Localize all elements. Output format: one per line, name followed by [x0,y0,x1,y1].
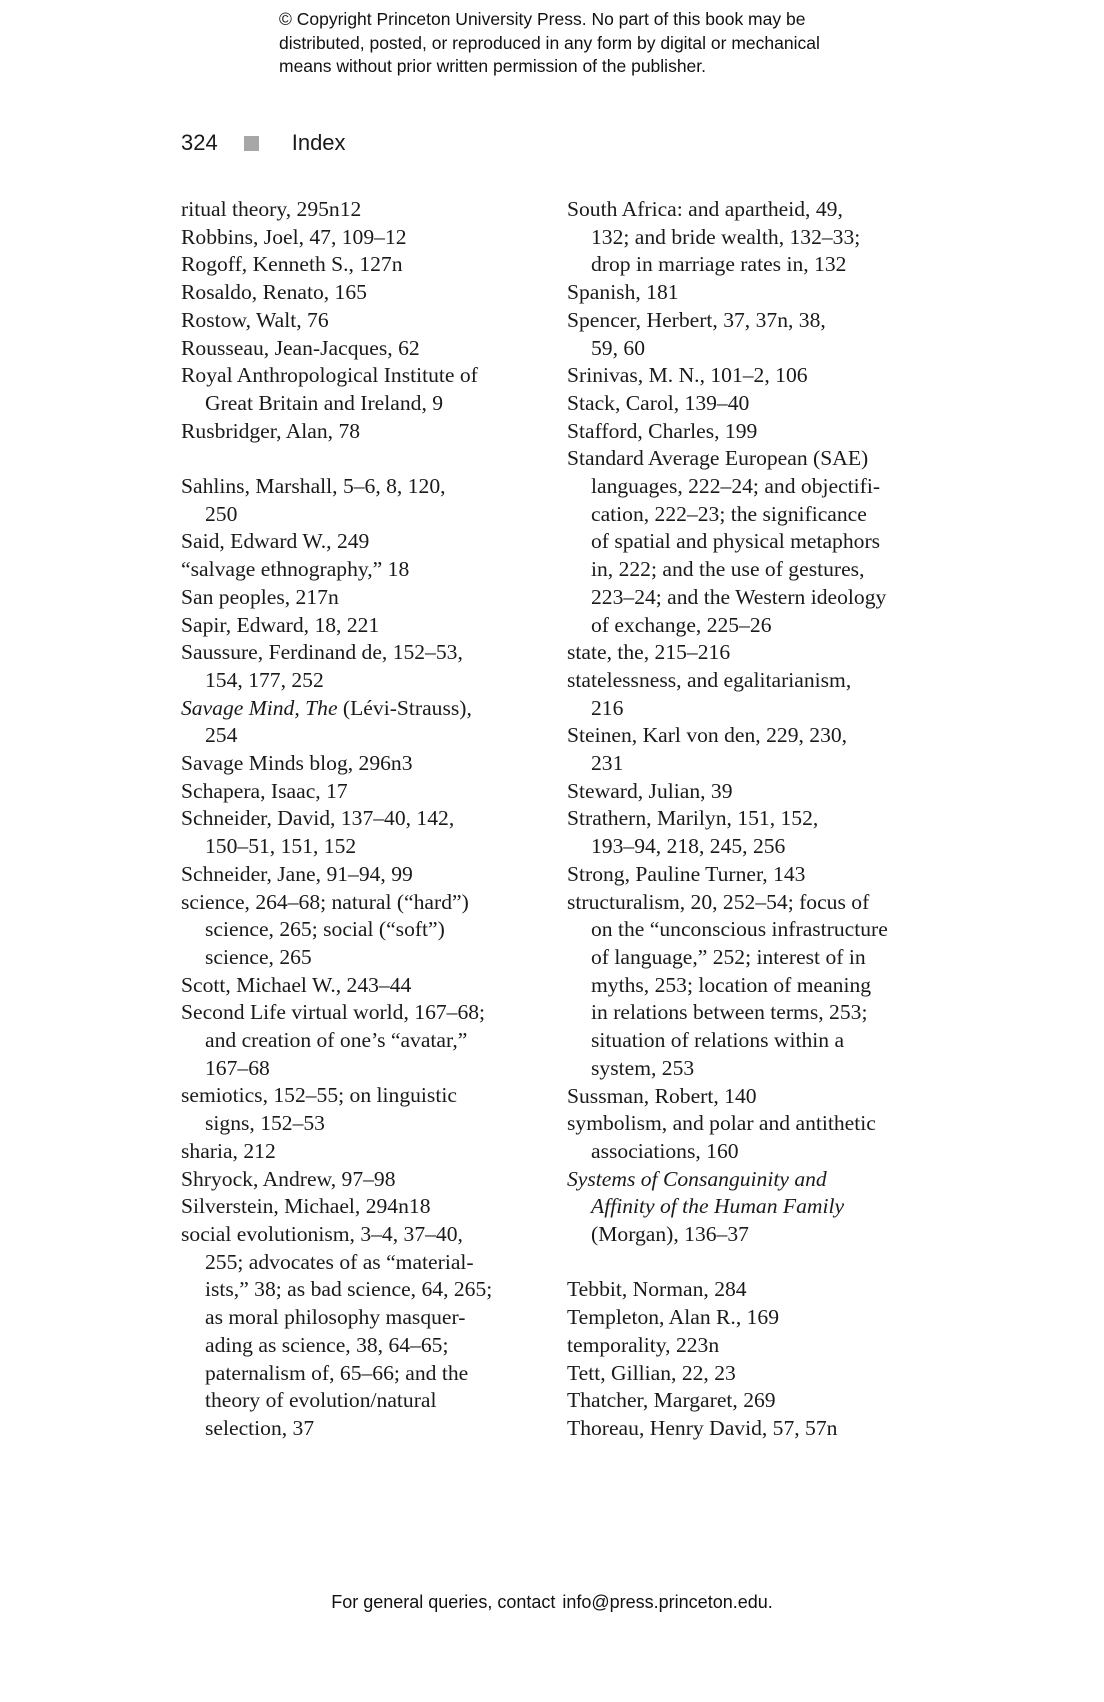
index-entry [181,224,531,252]
index-entry-text: Steinen, Karl von den, 229, 230, 231 [567,723,848,776]
index-entry-text: Rousseau, Jean-Jacques, 62 [181,335,420,360]
index-entry [181,1138,531,1166]
index-entry [567,418,947,446]
index-entry-text: semiotics, 152–55; on linguistic signs, 152–53 [181,1083,457,1136]
index-entry-text: science, 264–68; natural (“hard”) science, 265; social (“soft”) science, 265 [181,889,469,969]
index-entry [181,778,531,806]
index-entry [567,1387,947,1415]
index-entry-text: (Morgan), 136–37 [591,1222,749,1247]
index-entry [567,307,947,362]
index-entry [567,667,947,722]
index-entry-text: Schneider, David, 137–40, 142, 150–51, 151, 152 [181,806,455,859]
index-entry [181,805,531,860]
index-entry-text: Schapera, Isaac, 17 [181,778,348,803]
index-entry [567,805,947,860]
index-entry [567,196,947,279]
index-entry [567,889,947,1083]
index-entry-text: Tebbit, Norman, 284 [567,1277,747,1302]
index-entry [181,861,531,889]
index-entry [181,584,531,612]
index-entry-text: Shryock, Andrew, 97–98 [181,1166,396,1191]
index-entry-text: Saussure, Ferdinand de, 152–53, 154, 177, 252 [181,640,463,692]
index-entry [181,1082,531,1137]
running-head [181,126,346,160]
index-entry [181,196,531,224]
index-entry [567,1415,947,1443]
index-entry-text: Robbins, Joel, 47, 109–12 [181,224,407,249]
index-entry [181,528,531,556]
index-entry [567,1360,947,1388]
index-entry [181,612,531,640]
copyright-notice [279,8,919,79]
index-entry [567,390,947,418]
index-entry-text: South Africa: and apartheid, 49, 132; and bride wealth, 132–33; drop in marriage rates in, 132 [567,197,861,277]
index-entry [181,639,531,694]
index-entry [181,279,531,307]
index-entry-text: Said, Edward W., 249 [181,529,370,554]
index-column-left [181,196,531,1443]
index-entry-text: Rusbridger, Alan, 78 [181,418,361,443]
index-entry [181,473,531,528]
index-entry [181,972,531,1000]
index-entry [567,1276,947,1304]
index-entry [181,251,531,279]
index-entry [181,1221,531,1443]
index-entry-title: Systems of Consanguinity and Affinity of the Human Family [567,1166,845,1219]
index-entry-text: Silverstein, Michael, 294n18 [181,1194,431,1219]
index-entry [181,418,531,446]
index-entry-text: Schneider, Jane, 91–94, 99 [181,861,413,886]
index-entry [567,1304,947,1332]
index-entry-text: Rogoff, Kenneth S., 127n [181,252,403,277]
index-entry-text: Royal Anthropological Institute of Great Britain and Ireland, 9 [181,363,478,415]
index-entry-text: ritual theory, 295n12 [181,197,362,221]
index-entry-text: sharia, 212 [181,1138,276,1163]
index-entry-text: statelessness, and egalitarianism, 216 [567,667,852,720]
index-entry [181,889,531,972]
index-column-right [567,196,947,1443]
index-entry-text: Savage Minds blog, 296n3 [181,751,413,776]
index-entry [181,1166,531,1194]
index-entry [181,999,531,1082]
section-title: Index [291,130,346,155]
index-entry [567,722,947,777]
index-entry [567,445,947,639]
index-entry [567,362,947,390]
index-entry-text: Spencer, Herbert, 37, 37n, 38, 59, 60 [567,307,826,360]
index-entry-text: Standard Average European (SAE) languages, 222–24; and objectifi- cation, 222–23; the significance of spatial and physical metaphors in, 222; and the use of gestures, 223–24; and the Western ideology of exchange, 225–26 [567,446,887,637]
index-entry [181,556,531,584]
index-entry-text: Steward, Julian, 39 [567,778,733,803]
index-entry-text: Rostow, Walt, 76 [181,307,329,332]
index-entry-text: Second Life virtual world, 167–68; and creation of one’s “avatar,” 167–68 [181,1000,486,1080]
index-entry [567,1083,947,1111]
index-entry [567,1166,947,1249]
index-entry [181,307,531,335]
index-entry-text: Strathern, Marilyn, 151, 152, 193–94, 218, 245, 256 [567,806,819,859]
index-entry-text: Srinivas, M. N., 101–2, 106 [567,363,808,388]
copyright-line: means without prior written permission of the publisher. [279,56,707,76]
index-entry [567,1110,947,1165]
index-entry [567,1332,947,1360]
index-entry [567,778,947,806]
index-entry-text: Rosaldo, Renato, 165 [181,280,367,305]
index-entry [181,750,531,778]
index-entry-text: Scott, Michael W., 243–44 [181,972,412,997]
index-entry [567,861,947,889]
index-entry-text: Stafford, Charles, 199 [567,418,758,443]
index-entry [567,639,947,667]
footer-label: For general queries, contact [331,1592,556,1612]
index-entry-text: Strong, Pauline Turner, 143 [567,861,806,886]
index-entry-text: Tett, Gillian, 22, 23 [567,1360,736,1385]
copyright-line: © Copyright Princeton University Press. No part of this book may be [279,9,806,29]
index-entry [181,362,531,417]
index-entry-text: social evolutionism, 3–4, 37–40, 255; advocates of as “material- ists,” 38; as bad science, 64, 265; as moral philosophy masquer- ading as science, 38, 64–65; paternalism of, 65–66; and the theory of evolution/natural selection, 37 [181,1222,493,1440]
index-entry-text: “salvage ethnography,” 18 [181,557,410,582]
index-entry-text: state, the, 215–216 [567,640,731,665]
index-entry-text: Sapir, Edward, 18, 221 [181,612,380,637]
index-entry-text: San peoples, 217n [181,584,339,609]
index-entry [181,335,531,363]
index-entry-text: (Lévi-Strauss), 254 [205,695,472,748]
square-ornament-icon [244,136,259,151]
index-entry [181,1193,531,1221]
footer-email: info@press.princeton.edu. [562,1592,773,1612]
copyright-line: distributed, posted, or reproduced in any form by digital or mechanical [279,32,820,53]
index-entry-text: Thatcher, Margaret, 269 [567,1388,776,1413]
index-entry-text: Templeton, Alan R., 169 [567,1305,780,1330]
index-entry-text: Thoreau, Henry David, 57, 57n [567,1415,838,1440]
index-entry-text: Sussman, Robert, 140 [567,1083,757,1108]
index-entry-text: symbolism, and polar and antithetic associations, 160 [567,1111,876,1163]
index-entry-text: temporality, 223n [567,1332,720,1357]
index-entry [181,695,531,750]
index-entry [567,279,947,307]
page-number: 324 [181,130,218,155]
footer [0,1592,1104,1613]
index-entry-text: Spanish, 181 [567,280,679,305]
index-entry-text: structuralism, 20, 252–54; focus of on the “unconscious infrastructure of language,” 252; interest of in myths, 253; location of meaning in relations between terms, 253; situation of relations within a system, 253 [567,889,888,1080]
index-entry-title: Savage Mind, The [181,695,338,720]
index-entry-text: Sahlins, Marshall, 5–6, 8, 120, 250 [181,474,446,526]
index-entry-text: Stack, Carol, 139–40 [567,390,750,415]
